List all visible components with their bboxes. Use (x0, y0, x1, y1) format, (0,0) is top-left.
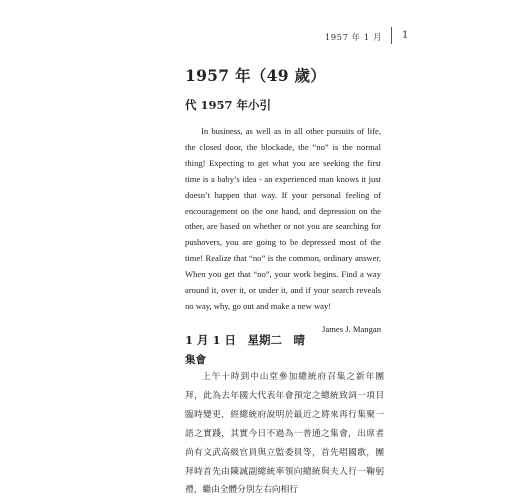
running-head-date: 1957 年 1 月 (324, 33, 382, 43)
section-title: 代 1957 年小引 (185, 98, 272, 112)
header-divider (391, 27, 392, 44)
epigraph-quote (185, 124, 381, 334)
running-header (0, 0, 520, 43)
page-number: 1 (402, 30, 409, 41)
quote-text: In business, as well as in all other pursuits of life, the closed door, the blockade, the “no” is the normal thing! Expecting to get what you are seeking the first time is a baby’s idea - an experienced man knows it just doesn’t happen that way. If your personal feeling of encouragement on the one hand, and depression on the other, are based on whether or not you are searching for pushovers, you are going to be depressed most of the time! Realize that “no” is the common, ordinary answer. When you get that “no”, your work begins. Find a way around it, over it, or under it, and if your search reveals no way, why, go out and make a new way! (185, 126, 381, 311)
page-title: 1957 年（49 歲） (185, 66, 327, 85)
quote-author: James J. Mangan (322, 323, 381, 334)
diary-entry-heading: 集會 (185, 354, 206, 366)
diary-entry-body: 上午十時到中山堂參加總統府召集之新年團拜，此為去年國大代表年會預定之總統致詞一項目臨時變更，經總統府說明於最近之將來再行集聚一語之實踐，其實今日不過為一普通之集會，出席者尚有文武高級官員與立監委員等，首先唱國歌，團拜時首先由陳誠副總統率領向總統與夫人行一鞠躬禮，繼由全體分別左右向相行 (185, 372, 384, 496)
diary-entry-date: 1 月 1 日 星期二 晴 (185, 333, 306, 347)
